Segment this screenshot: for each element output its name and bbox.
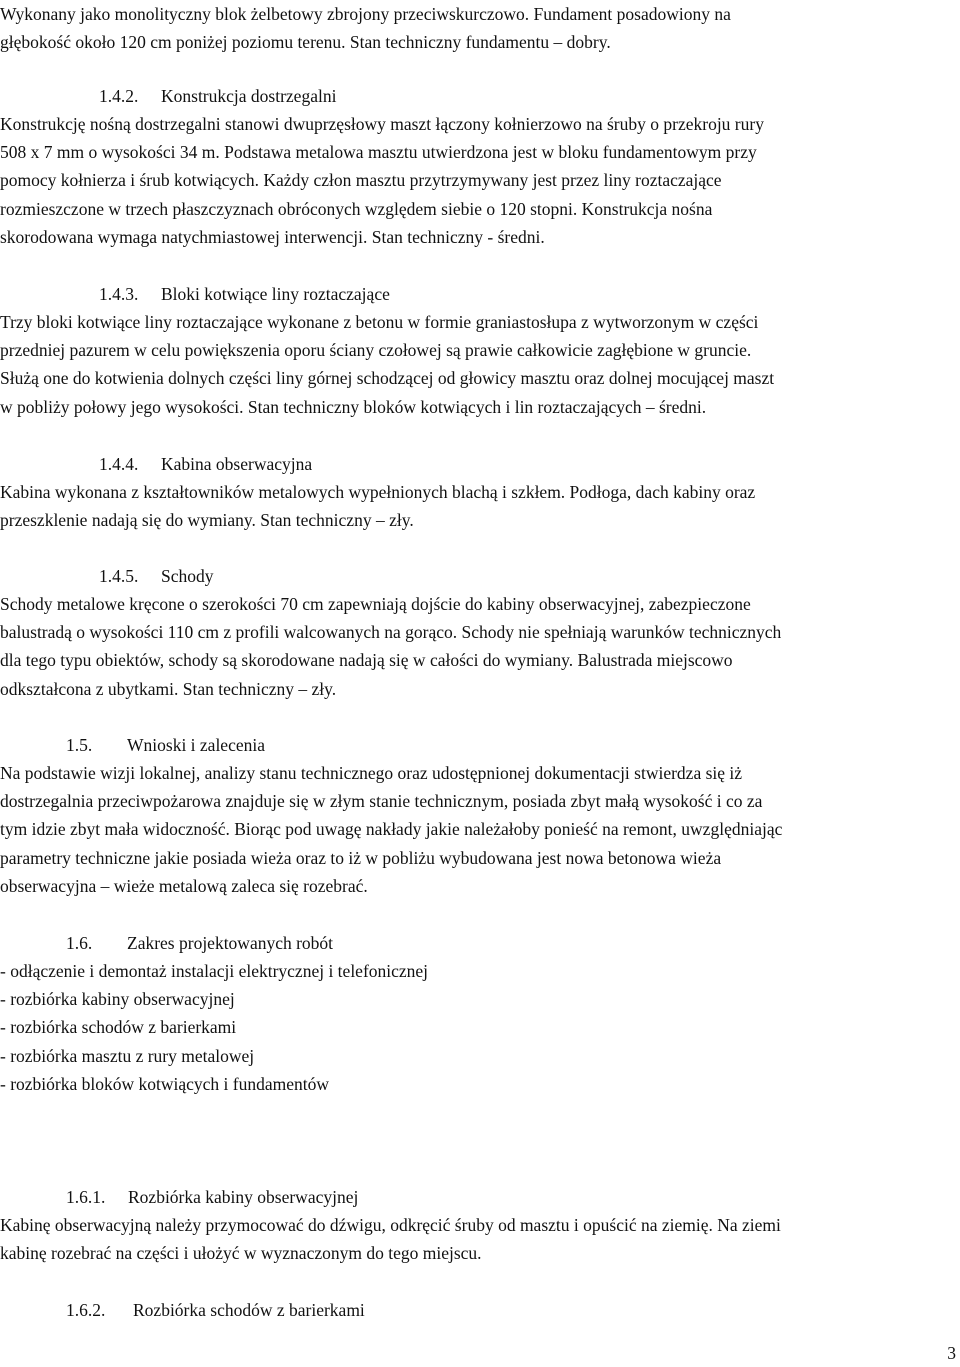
section-paragraph-1-4-3	[0, 308, 956, 421]
text-line: Schody metalowe kręcone o szerokości 70 cm zapewniają dojście do kabiny obserwacyjnej, zabezpieczone	[0, 594, 751, 614]
section-number: 1.4.3.	[99, 284, 139, 304]
section-heading-1-6-2	[66, 1296, 365, 1324]
section-title: Rozbiórka schodów z barierkami	[133, 1300, 365, 1320]
section-heading-1-4-3	[99, 280, 390, 308]
text-line: odkształcona z ubytkami. Stan techniczny – zły.	[0, 678, 337, 699]
text-line: kabinę rozebrać na części i ułożyć w wyznaczonym do tego miejscu.	[0, 1243, 482, 1264]
text-line: rozmieszczone w trzech płaszczyznach obróconych względem siebie o 120 stopni. Konstrukcja nośna	[0, 198, 713, 219]
section-paragraph-1-4-4	[0, 478, 956, 534]
list-item: - rozbiórka schodów z barierkami	[0, 1017, 237, 1038]
page-number: 3	[947, 1343, 956, 1363]
section-title: Kabina obserwacyjna	[161, 454, 313, 474]
text-line: Wykonany jako monolityczny blok żelbetowy zbrojony przeciwskurczowo. Fundament posadowiony na	[0, 4, 731, 24]
intro-paragraph	[0, 0, 956, 56]
section-number: 1.6.1.	[66, 1187, 106, 1207]
section-title: Konstrukcja dostrzegalni	[161, 86, 337, 106]
list-item: - rozbiórka masztu z rury metalowej	[0, 1045, 255, 1066]
text-line: pomocy kołnierza i śrub kotwiących. Każdy człon masztu przytrzymywany jest przez liny roztaczające	[0, 170, 722, 191]
section-title: Zakres projektowanych robót	[127, 933, 334, 953]
text-line: przeszklenie nadają się do wymiany. Stan techniczny – zły.	[0, 510, 414, 531]
text-line: głębokość około 120 cm poniżej poziomu terenu. Stan techniczny fundamentu – dobry.	[0, 32, 611, 53]
text-line: Kabinę obserwacyjną należy przymocować do dźwigu, odkręcić śruby od masztu i opuścić na ziemię. Na ziemi	[0, 1215, 781, 1235]
section-heading-1-4-4	[99, 450, 312, 478]
text-line: tym idzie zbyt mała widoczność. Biorąc pod uwagę nakłady jakie należałoby ponieść na remont, uwzględniając	[0, 819, 783, 840]
section-number: 1.6.2.	[66, 1300, 106, 1320]
section-number: 1.4.4.	[99, 454, 139, 474]
text-line: przedniej pazurem w celu powiększenia oporu ściany czołowej są prawie całkowicie zagłębione w gruncie.	[0, 340, 752, 361]
text-line: Konstrukcję nośną dostrzegalni stanowi dwuprzęsłowy maszt łączony kołnierzowo na śruby o przekroju rury	[0, 114, 764, 134]
section-heading-1-6-1	[66, 1183, 358, 1211]
section-heading-1-4-5	[99, 562, 214, 590]
text-line: skorodowana wymaga natychmiastowej interwencji. Stan techniczny - średni.	[0, 226, 545, 247]
section-title: Rozbiórka kabiny obserwacyjnej	[128, 1187, 359, 1207]
works-list	[0, 957, 956, 1098]
section-number: 1.6.	[66, 933, 93, 953]
text-line: Trzy bloki kotwiące liny roztaczające wykonane z betonu w formie graniastosłupa z wytworzonym w części	[0, 312, 759, 332]
text-line: obserwacyjna – wieże metalową zaleca się rozebrać.	[0, 875, 368, 896]
text-line: dla tego typu obiektów, schody są skorodowane nadają się w całości do wymiany. Balustrada miejscowo	[0, 650, 733, 671]
section-number: 1.4.5.	[99, 566, 139, 586]
text-line: Na podstawie wizji lokalnej, analizy stanu technicznego oraz udostępnionej dokumentacji stwierdza się iż	[0, 763, 743, 783]
section-number: 1.4.2.	[99, 86, 139, 106]
list-item: - odłączenie i demontaż instalacji elektrycznej i telefonicznej	[0, 961, 429, 981]
text-line: balustradą o wysokości 110 cm z profili walcowanych na gorąco. Schody nie spełniają warunków technicznych	[0, 622, 782, 643]
section-title: Wnioski i zalecenia	[127, 735, 265, 755]
section-heading-1-4-2	[99, 82, 336, 110]
section-title: Schody	[161, 566, 214, 586]
text-line: dostrzegalnia przeciwpożarowa znajduje się w złym stanie technicznym, posiada zbyt małą wysokość i co za	[0, 791, 763, 812]
section-paragraph-1-5	[0, 759, 956, 900]
section-number: 1.5.	[66, 735, 93, 755]
text-line: parametry techniczne jakie posiada wieża oraz to iż w pobliżu wybudowana jest nowa betonowa wieża	[0, 847, 722, 868]
section-heading-1-5	[66, 731, 265, 759]
text-line: Służą one do kotwienia dolnych części liny górnej schodzącej od głowicy masztu oraz dolnej mocującej maszt	[0, 368, 775, 389]
section-paragraph-1-4-2	[0, 110, 956, 251]
text-line: w pobliży połowy jego wysokości. Stan techniczny bloków kotwiących i lin roztaczających – średni.	[0, 396, 707, 417]
section-title: Bloki kotwiące liny roztaczające	[161, 284, 390, 304]
section-heading-1-6	[66, 929, 333, 957]
list-item: - rozbiórka kabiny obserwacyjnej	[0, 989, 235, 1010]
text-line: Kabina wykonana z kształtowników metalowych wypełnionych blachą i szkłem. Podłoga, dach kabiny oraz	[0, 482, 756, 502]
text-line: 508 x 7 mm o wysokości 34 m. Podstawa metalowa masztu utwierdzona jest w bloku fundamentowym przy	[0, 142, 757, 163]
section-paragraph-1-6-1	[0, 1211, 956, 1267]
list-item: - rozbiórka bloków kotwiących i fundamentów	[0, 1073, 330, 1094]
section-paragraph-1-4-5	[0, 590, 956, 703]
